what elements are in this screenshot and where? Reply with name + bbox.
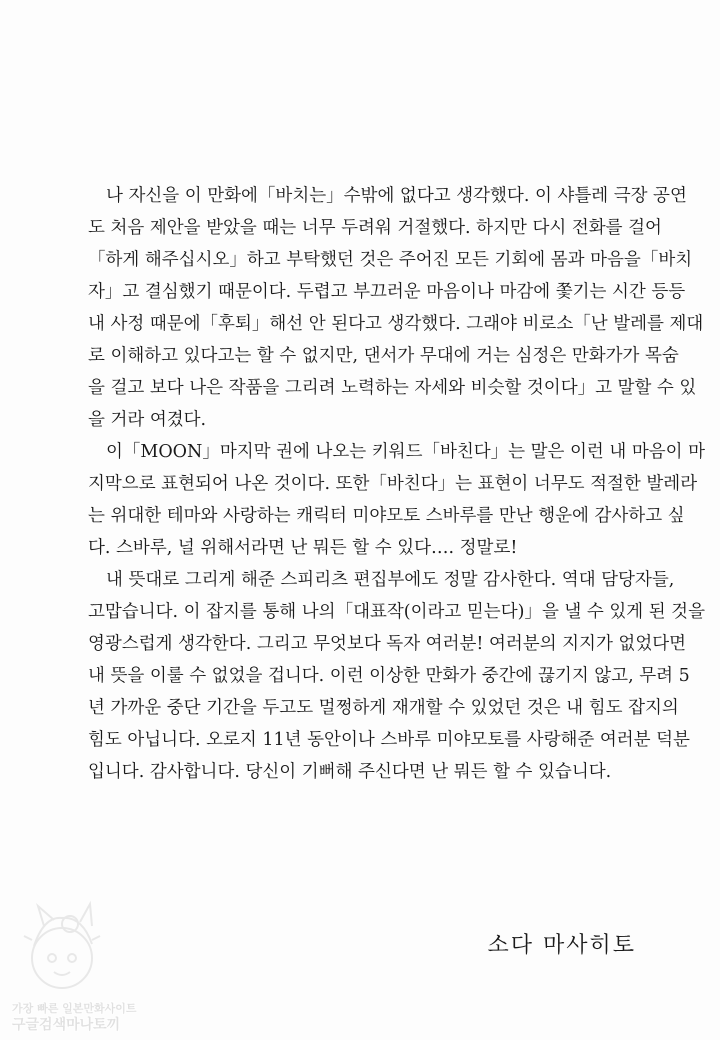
text-line: 자」고 결심했기 때문이다. 두렵고 부끄러운 마음이나 마감에 쫓기는 시간 등등 bbox=[88, 282, 686, 302]
text-line: 나 자신을 이 만화에「바치는」수밖에 없다고 생각했다. 이 샤틀레 극장 공연 bbox=[106, 186, 687, 206]
watermark-site-name: 구글검색마나토끼 bbox=[12, 1017, 121, 1033]
text-line: 도 처음 제안을 받았을 때는 너무 두려워 거절했다. 하지만 다시 전화를 걸어 bbox=[88, 218, 662, 238]
text-line: 영광스럽게 생각한다. 그리고 무엇보다 독자 여러분! 여러분의 지지가 없었다면 bbox=[88, 634, 687, 654]
text-line: 힘도 아닙니다. 오로지 11년 동안이나 스바루 미야모토를 사랑해준 여러분 덕분 bbox=[88, 730, 690, 750]
text-line: 다. 스바루, 널 위해서라면 난 뭐든 할 수 있다…. 정말로! bbox=[88, 538, 518, 558]
author-signature: 소다 마사히토 bbox=[487, 933, 636, 958]
watermark bbox=[4, 896, 137, 1036]
text-line: 「하게 해주십시오」하고 부탁했던 것은 주어진 모든 기회에 몸과 마음을「바치 bbox=[88, 250, 693, 270]
watermark-tagline: 가장 빠른 일본만화사이트 bbox=[12, 1002, 137, 1015]
text-line: 내 사정 때문에「후퇴」해선 안 된다고 생각했다. 그래야 비로소「난 발레를 제대 bbox=[88, 314, 704, 334]
text-line: 지막으로 표현되어 나온 것이다. 또한「바친다」는 표현이 너무도 적절한 발레라 bbox=[88, 474, 698, 494]
text-line: 을 거라 여겼다. bbox=[88, 410, 207, 430]
text-line: 을 걸고 보다 나은 작품을 그리려 노력하는 자세와 비슷할 것이다」고 말할 수 있 bbox=[88, 378, 697, 398]
text-line: 년 가까운 중단 기간을 두고도 멀쩡하게 재개할 수 있었던 것은 내 힘도 잡지의 bbox=[88, 698, 679, 718]
text-line: 내 뜻대로 그리게 해준 스피리츠 편집부에도 정말 감사한다. 역대 담당자들, bbox=[106, 570, 675, 590]
afterword-text bbox=[88, 180, 706, 788]
mascot-watermark-icon bbox=[4, 896, 134, 1006]
text-line: 이「MOON」마지막 권에 나오는 키워드「바친다」는 말은 이런 내 마음이 마 bbox=[106, 442, 706, 462]
text-line: 고맙습니다. 이 잡지를 통해 나의「대표작(이라고 믿는다)」을 낼 수 있게 된 것을 bbox=[88, 602, 705, 622]
text-line: 는 위대한 테마와 사랑하는 캐릭터 미야모토 스바루를 만난 행운에 감사하고 싶 bbox=[88, 506, 685, 526]
text-line: 내 뜻을 이룰 수 없었을 겁니다. 이런 이상한 만화가 중간에 끊기지 않고, 무려 5 bbox=[88, 666, 690, 686]
text-line: 입니다. 감사합니다. 당신이 기뻐해 주신다면 난 뭐든 할 수 있습니다. bbox=[88, 762, 612, 782]
text-line: 로 이해하고 있다고는 할 수 없지만, 댄서가 무대에 거는 심정은 만화가가 목숨 bbox=[88, 346, 679, 366]
